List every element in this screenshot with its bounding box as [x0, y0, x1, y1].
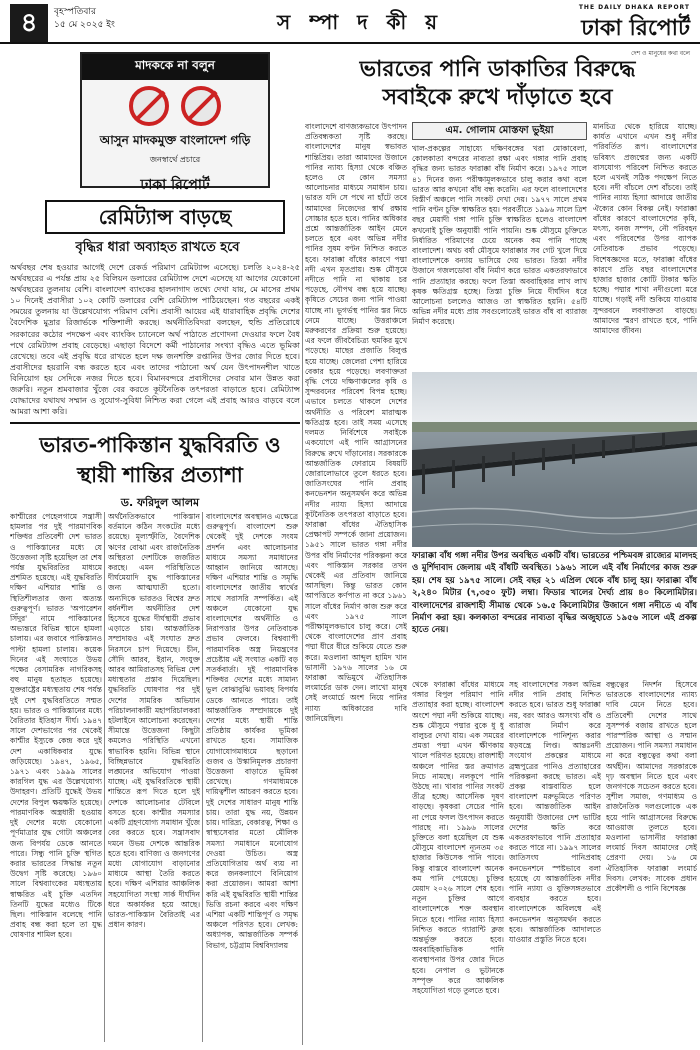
- indo-pak-column-3: বাংলাদেশের অবস্থানও এক্ষেত্রে গুরুত্বপূর্ণ। বাংলাদেশ শুরু থেকেই দুই দেশকে সংযম প্রদর্শন এবং আলোচনার মাধ্যমে সমস্যা সমাধানের আহ্বান জানিয়ে আসছে। দক্ষিণ এশিয়ার শান্তি ও সমৃদ্ধি বাংলাদেশের জাতীয় স্বার্থের সাথে সরাসরি সম্পর্কিত। এই অঞ্চলে যেকোনো যুদ্ধ বাংলাদেশের অর্থনীতি ও নিরাপত্তার উপর নেতিবাচক প্রভাব ফেলবে। বিশ্বব্যাপী পারমাণবিক অস্ত্র নিয়ন্ত্রণের প্রচেষ্টায় এই সংঘাত একটি বড় সতর্কবার্তা। দুই পারমাণবিক শক্তিধর দেশের মধ্যে সামান্য ভুল বোঝাবুঝি ভয়াবহ বিপর্যয় ডেকে আনতে পারে। তাই আন্তর্জাতিক সম্প্রদায়কে দুই দেশের মধ্যে স্থায়ী শান্তি প্রতিষ্ঠায় কার্যকর ভূমিকা রাখতে হবে। সামাজিক যোগাযোগমাধ্যমে ছড়ানো গুজব ও উস্কানিমূলক প্রচারণা উত্তেজনা বাড়াতে ভূমিকা রেখেছে। গণমাধ্যমকে দায়িত্বশীল আচরণ করতে হবে। দুই দেশের সাধারণ মানুষ শান্তি চায়। তারা যুদ্ধ নয়, উন্নয়ন চায়। দারিদ্র্য, বেকারত্ব, শিক্ষা ও স্বাস্থ্যসেবার মতো মৌলিক সমস্যা সমাধানে মনোযোগ দেওয়া উচিত। অস্ত্র প্রতিযোগিতায় অর্থ ব্যয় না করে জনকল্যাণে বিনিয়োগ করা প্রয়োজন। আমরা আশা করি এই যুদ্ধবিরতি স্থায়ী শান্তির ভিত্তি রচনা করবে এবং দক্ষিণ এশিয়া একটি শান্তিপূর্ণ ও সমৃদ্ধ অঞ্চলে পরিণত হবে। লেখক: অধ্যাপক, আন্তর্জাতিক সম্পর্ক বিভাগ, চট্টগ্রাম বিশ্ববিদ্যালয়: [206, 512, 298, 950]
- indo-pak-headline: [20, 430, 300, 490]
- indo-pak-byline: ড. ফরিদুল আলম: [120, 496, 200, 509]
- column-divider: [302, 195, 303, 1045]
- remittance-body: অর্থবছর শেষ হওয়ার আগেই দেশে রেকর্ড পরিমাণ রেমিট্যান্স এসেছে। চলতি ২০২৪-২৫ অর্থবছরের এ পর্যন্ত প্রায় ২৫ বিলিয়ন ডলারের রেমিট্যান্স দেশে এসেছে যা আগের যেকোনো অর্থবছরের তুলনায় বেশি। বাংলাদেশ ব্যাংকের হালনাগাদ তথ্যে দেখা যায়, মে মাসের প্রথম ১০ দিনেই প্রবাসীরা ১০২ কোটি ডলারের বেশি রেমিট্যান্স পাঠিয়েছেন। গত বছরের একই সময়ের তুলনায় যা উল্লেখযোগ্য পরিমাণ বেশি। প্রবাসী আয়ের এই ধারাবাহিক প্রবৃদ্ধি দেশের বৈদেশিক মুদ্রার রিজার্ভকে শক্তিশালী করছে। অর্থনীতিবিদরা বলছেন, হুন্ডি প্রতিরোধে সরকারের কঠোর পদক্ষেপ এবং ব্যাংকিং চ্যানেলে অর্থ পাঠাতে প্রণোদনা দেওয়ার ফলে বৈধ পথে রেমিট্যান্স প্রবাহ বেড়েছে। এছাড়া বিদেশে কর্মী পাঠানোর সংখ্যা বৃদ্ধিও এতে ভূমিকা রেখেছে। তবে এই প্রবৃদ্ধি ধরে রাখতে হলে দক্ষ জনশক্তি রপ্তানির উপর জোর দিতে হবে। প্রবাসীদের হয়রানি বন্ধ করতে হবে এবং তাদের পাঠানো অর্থ যেন উৎপাদনশীল খাতে বিনিয়োগ হয় সেদিকে নজর দিতে হবে। বিমানবন্দরে প্রবাসীদের সেবার মান উন্নত করা জরুরি। নতুন শ্রমবাজার খুঁজে বের করতে কূটনৈতিক তৎপরতা বাড়াতে হবে। রেমিট্যান্স যোদ্ধাদের যথাযথ সম্মান ও সুযোগ-সুবিধা নিশ্চিত করা গেলে এই প্রবাহ আরও বাড়বে বলে আমরা আশা করি।: [10, 262, 300, 424]
- column-divider: [104, 512, 105, 1042]
- masthead-tagline-top: THE DAILY DHAKA REPORT: [578, 4, 690, 11]
- remittance-headline: রেমিট্যান্স বাড়ছে: [45, 200, 285, 234]
- advert-slogan: আসুন মাদকমুক্ত বাংলাদেশ গড়ি: [99, 133, 251, 147]
- masthead-tagline: দেশ ও মানুষের কথা বলে: [631, 50, 690, 57]
- advert-heading: মাদককে না বলুন: [82, 54, 268, 80]
- main-article-byline: এম. গোলাম মোস্তফা ভুইয়া: [412, 122, 587, 140]
- advert-subtext: জনস্বার্থে প্রচারে: [149, 155, 201, 164]
- farakka-barrage-image: [412, 372, 697, 547]
- main-article-column-1: বাংলাদেশে বাণজ্যকভাবে উৎপাদন প্রতিবন্ধকতা সৃষ্টি করছে। বাংলাদেশের মানুষ স্বভাবত শান্তিপ্রিয়। তারা আমাদের উজানে পানির ন্যায্য হিস্যা থেকে বঞ্চিত হলেও যে কোন সমস্যা আলোচনার মাধ্যমে সমাধান চায়। ভারত যদি সে পথে না হাঁটে তবে আমাদের নিজেদের স্বার্থ রক্ষায় সোচ্চার হতে হবে। পানির অধিকার প্রশ্নে আন্তর্জাতিক আইন মেনে চলতে হবে এবং অভিন্ন নদীর পানির সুষম বণ্টন নিশ্চিত করতে হবে। ফারাক্কা বাঁধের কারণে পদ্মা নদী এখন মৃতপ্রায়। শুষ্ক মৌসুমে নদীতে পানি না থাকায় চর পড়েছে, নৌপথ বন্ধ হয়ে যাচ্ছে। কৃষিতে সেচের জন্য পানি পাওয়া যাচ্ছে না। ভূগর্ভস্থ পানির স্তর নিচে নেমে যাচ্ছে। উত্তরাঞ্চলে মরুকরণের প্রক্রিয়া শুরু হয়েছে। এর ফলে জীববৈচিত্র্য হুমকির মুখে পড়েছে। মাছের প্রজাতি বিলুপ্ত হয়ে যাচ্ছে। জেলেরা পেশা হারিয়ে বেকার হয়ে পড়েছে। লবণাক্ততা বৃদ্ধি পেয়ে দক্ষিণাঞ্চলের কৃষি ও সুন্দরবনের পরিবেশ বিপন্ন হচ্ছে। এভাবে চলতে থাকলে দেশের অর্থনীতি ও পরিবেশ মারাত্মক ক্ষতিগ্রস্ত হবে। তাই সময় এসেছে দলমত নির্বিশেষে সবাইকে একযোগে এই পানি আগ্রাসনের বিরুদ্ধে রুখে দাঁড়ানোর। সরকারকে আন্তর্জাতিক ফোরামে বিষয়টি জোরালোভাবে তুলে ধরতে হবে। জাতিসংঘের পানি প্রবাহ কনভেনশন অনুসমর্থন করে অভিন্ন নদীর ন্যায্য হিস্যা আদায়ে কূটনৈতিক তৎপরতা বাড়াতে হবে। ফারাক্কা বাঁধের ঐতিহাসিক প্রেক্ষাপট সম্পর্কে জানা প্রয়োজন। ১৯৫১ সালে ভারত গঙ্গা নদীর উপর বাঁধ নির্মাণের পরিকল্পনা করে এবং পাকিস্তান সরকার তখন থেকেই এর প্রতিবাদ জানিয়ে আসছিল। কিন্তু ভারত কোন আপত্তিতে কর্ণপাত না করে ১৯৬১ সালে বাঁধের নির্মাণ কাজ শুরু করে এবং ১৯৭৫ সালে পরীক্ষামূলকভাবে চালু করে। সেই থেকে বাংলাদেশের প্রাণ প্রবাহ পদ্মা ধীরে ধীরে শুকিয়ে যেতে শুরু করে। মওলানা আব্দুল হামিদ খান ভাসানী ১৯৭৬ সালের ১৬ মে ফারাক্কা অভিমুখে ঐতিহাসিক লংমার্চের ডাক দেন। লাখো মানুষ সেই লংমার্চে অংশ নিয়ে পানির ন্যায্য অধিকারের দাবি জানিয়েছিল।: [305, 122, 407, 723]
- farakka-barrage-photo: [412, 372, 697, 547]
- indo-pak-column-2: অর্থনৈতিকভাবে পাকিস্তান বর্তমানে কঠিন সংকটের মধ্যে রয়েছে। মূল্যস্ফীতি, বৈদেশিক ঋণের বোঝা এবং রাজনৈতিক অস্থিরতা দেশটিকে জর্জরিত করছে। এমন পরিস্থিতিতে দীর্ঘমেয়াদি যুদ্ধ পাকিস্তানের জন্য আত্মঘাতী হতো। অন্যদিকে ভারতও বিশ্বের দ্রুত বর্ধনশীল অর্থনীতির দেশ হিসেবে যুদ্ধের দীর্ঘস্থায়ী প্রভাব এড়াতে চায়। আন্তর্জাতিক সম্প্রদায়ও এই সংঘাত দ্রুত নিরসনে চাপ দিয়েছে। চীন, সৌদি আরব, ইরান, সংযুক্ত আরব আমিরাতসহ বিভিন্ন দেশ মধ্যস্থতার প্রস্তাব দিয়েছিল। যুদ্ধবিরতি ঘোষণার পর দুই দেশের সামরিক অভিযান পরিচালনাকারী মহাপরিচালকরা হটলাইনে আলোচনা করেছেন। সীমান্তে উত্তেজনা কিছুটা কমলেও পরিস্থিতি এখনো স্বাভাবিক হয়নি। বিভিন্ন স্থানে বিচ্ছিন্নভাবে যুদ্ধবিরতি লঙ্ঘনের অভিযোগ পাওয়া যাচ্ছে। এই যুদ্ধবিরতিকে স্থায়ী শান্তিতে রূপ দিতে হলে দুই দেশকে আলোচনার টেবিলে বসতে হবে। কাশ্মীর সমস্যার একটি গ্রহণযোগ্য সমাধান খুঁজে বের করতে হবে। সন্ত্রাসবাদ দমনে উভয় দেশকে আন্তরিক হতে হবে। বাণিজ্য ও জনগণের মধ্যে যোগাযোগ বাড়ানোর মাধ্যমে আস্থা তৈরি করতে হবে। দক্ষিণ এশিয়ার আঞ্চলিক সহযোগিতা সংস্থা সার্ক দীর্ঘদিন ধরে অকার্যকর হয়ে আছে। ভারত-পাকিস্তান বৈরিতাই এর প্রধান কারণ।: [108, 512, 200, 930]
- issue-date: [54, 6, 115, 32]
- main-article-column-2: খাল-প্রকল্পের সাহায্যে দক্ষিণবঙ্গের খরা মোকাবেলা, কোলকাতা বন্দরের নাব্যতা রক্ষা এবং গঙ্গার পানি প্রবাহ বৃদ্ধির জন্য ভারত ফারাক্কা বাঁধ নির্মাণ করে। ১৯৭৫ সালে ৪১ দিনের জন্য পরীক্ষামূলকভাবে চালু করার কথা বলে ভারত আর কখনো বাঁধ বন্ধ করেনি। এর ফলে বাংলাদেশের বিস্তীর্ণ অঞ্চলে পানি সংকট দেখা দেয়। ১৯৭৭ সালে প্রথম পানি বণ্টন চুক্তি স্বাক্ষরিত হয়। পরবর্তীতে ১৯৯৬ সালে ত্রিশ বছর মেয়াদী গঙ্গা পানি চুক্তি স্বাক্ষরিত হলেও বাংলাদেশ কখনোই চুক্তি অনুযায়ী পানি পায়নি। শুষ্ক মৌসুমে চুক্তিতে নির্ধারিত পরিমাণের চেয়ে অনেক কম পানি পাচ্ছে বাংলাদেশ। অথচ বর্ষা মৌসুমে ফারাক্কার সব গেট খুলে দিয়ে বাংলাদেশকে বন্যায় ভাসিয়ে দেয় ভারত। তিস্তা নদীর উজানে গজলডোবা বাঁধ নির্মাণ করে ভারত একতরফাভাবে পানি প্রত্যাহার করছে। ফলে তিস্তা অববাহিকার লাখ লাখ কৃষক ক্ষতিগ্রস্ত হচ্ছে। তিস্তা চুক্তি নিয়ে দীর্ঘদিন ধরে আলোচনা চললেও আজও তা স্বাক্ষরিত হয়নি। ৫৪টি অভিন্ন নদীর মধ্যে প্রায় সবগুলোতেই ভারত বাঁধ বা ব্যারাজ নির্মাণ করেছে।: [412, 144, 587, 327]
- page-number: ৪: [10, 4, 48, 42]
- issue-date-text: ১৫ মে ২০২৫ ইং: [54, 20, 115, 30]
- page-header: [0, 0, 700, 57]
- remittance-subheadline: বৃদ্ধির ধারা অব্যাহত রাখতে হবে: [75, 240, 240, 255]
- section-title: স ম্পা দ কী য়: [276, 10, 444, 34]
- main-article-column-3: মানচিত্র থেকে হারিয়ে যাচ্ছে। কার্যত এখানে এখন শুধু নদীর পরিবর্তিত রূপ। বাংলাদেশের ভবিষ্যৎ প্রজন্মের জন্য একটি বাসযোগ্য পরিবেশ নিশ্চিত করতে হলে এখনই সঠিক পদক্ষেপ নিতে হবে। নদী বাঁচলে দেশ বাঁচবে। তাই পানির ন্যায্য হিস্যা আদায়ে জাতীয় ঐক্যের কোন বিকল্প নেই। ফারাক্কা বাঁধের কারণে বাংলাদেশের কৃষি, মৎস্য, বনজ সম্পদ, নৌ পরিবহন এবং পরিবেশের উপর ব্যাপক নেতিবাচক প্রভাব পড়েছে। বিশেষজ্ঞদের মতে, ফারাক্কা বাঁধের কারণে প্রতি বছর বাংলাদেশের হাজার হাজার কোটি টাকার ক্ষতি হচ্ছে। পদ্মার শাখা নদীগুলো মরে যাচ্ছে। গড়াই নদী শুকিয়ে যাওয়ায় সুন্দরবনে লবণাক্ততা বাড়ছে। আমাদের স্মরণ রাখতে হবে, পানি আমাদের জীবন।: [593, 122, 697, 336]
- anti-drug-advert: [80, 52, 270, 193]
- masthead-name: ঢাকা রিপোর্ট: [581, 16, 690, 41]
- no-drugs-icon: [181, 86, 221, 126]
- headline-line-1: ভারতের পানি ডাকাতির বিরুদ্ধে: [359, 57, 636, 82]
- issue-day: বৃহস্পতিবার: [54, 7, 96, 17]
- column-divider: [202, 512, 203, 1042]
- main-article-headline: [300, 56, 695, 116]
- photo-caption: ফারাক্কা বাঁধ গঙ্গা নদীর উপর অবস্থিত একটি বাঁধ। ভারতের পশ্চিমবঙ্গ রাজ্যের মালদহ ও মুর্শিদাবাদ জেলায় এই বাঁধটি অবস্থিত। ১৯৬১ সালে এই বাঁধ নির্মাণের কাজ শুরু হয়। শেষ হয় ১৯৭৫ সালে। সেই বছর ২১ এপ্রিল থেকে বাঁধ চালু হয়। ফারাক্কা বাঁধ ২,২৪০ মিটার (৭,৩৫০ ফুট) লম্বা। ফিডার খালের দৈর্ঘ্য প্রায় ৪০ কিলোমিটার। বাংলাদেশের রাজশাহী সীমান্ত থেকে ১৬.৫ কিলোমিটার উজানে গঙ্গা নদীতে এ বাঁধ নির্মাণ করা হয়। কলকাতা বন্দরের নাব্যতা বৃদ্ধির অজুহাতে ১৯৫৬ সালে এই প্রকল্প হাতে নেয়।: [412, 551, 697, 636]
- indo-pak-headline-line-2: স্থায়ী শান্তির প্রত্যাশা: [77, 463, 243, 487]
- advert-logo: ঢাকা রিপোর্ট: [140, 177, 210, 193]
- indo-pak-column-1: কাশ্মীরের পেহেলগামে সন্ত্রাসী হামলার পর দুই পারমাণবিক শক্তিধর প্রতিবেশী দেশ ভারত ও পাকিস্তানের মধ্যে যে উত্তেজনা সৃষ্টি হয়েছিল তা শেষ পর্যন্ত যুদ্ধবিরতির মাধ্যমে প্রশমিত হয়েছে। এই যুদ্ধবিরতি দক্ষিণ এশিয়ার শান্তি ও স্থিতিশীলতার জন্য অত্যন্ত গুরুত্বপূর্ণ। ভারত 'অপারেশন সিঁদুর' নামে পাকিস্তানের অভ্যন্তরে বিভিন্ন স্থানে হামলা চালায়। এর জবাবে পাকিস্তানও পাল্টা হামলা চালায়। কয়েক দিনের এই সংঘাতে উভয় পক্ষের বেসামরিক নাগরিকসহ বহু মানুষ হতাহত হয়েছে। যুক্তরাষ্ট্রের মধ্যস্থতায় শেষ পর্যন্ত দুই দেশ যুদ্ধবিরতিতে সম্মত হয়। ভারত ও পাকিস্তানের মধ্যে বৈরিতার ইতিহাস দীর্ঘ। ১৯৪৭ সালে দেশভাগের পর থেকেই কাশ্মীর ইস্যুকে কেন্দ্র করে দুই দেশ একাধিকবার যুদ্ধে জড়িয়েছে। ১৯৪৭, ১৯৬৫, ১৯৭১ এবং ১৯৯৯ সালের কারগিল যুদ্ধ এর উল্লেখযোগ্য উদাহরণ। প্রতিটি যুদ্ধেই উভয় দেশের বিপুল ক্ষয়ক্ষতি হয়েছে। পারমাণবিক অস্ত্রধারী হওয়ায় দুই দেশের মধ্যে যেকোনো পূর্ণমাত্রার যুদ্ধ গোটা অঞ্চলের জন্য বিপর্যয় ডেকে আনতে পারে। সিন্ধু পানি চুক্তি স্থগিত করার ভারতের সিদ্ধান্ত নতুন উদ্বেগ সৃষ্টি করেছে। ১৯৬০ সালে বিশ্বব্যাংকের মধ্যস্থতায় স্বাক্ষরিত এই চুক্তি এতদিন তিনটি যুদ্ধের মধ্যেও টিকে ছিল। পাকিস্তান বলেছে পানি প্রবাহ বন্ধ করা হলে তা যুদ্ধ ঘোষণার শামিল হবে।: [10, 512, 102, 940]
- no-smoking-icon: [129, 86, 169, 126]
- main-article-column-4: থেকে ফারাক্কা বাঁধের মাধ্যমে গঙ্গার বিপুল পরিমাণ পানি প্রত্যাহার করা হচ্ছে। বাংলাদেশ অংশে পদ্মা নদী শুকিয়ে যাচ্ছে। শুষ্ক মৌসুমে পদ্মার বুকে ধু ধু বালুচর দেখা যায়। এক সময়ের প্রমত্তা পদ্মা এখন ক্ষীণকায় খালে পরিণত হয়েছে। রাজশাহী অঞ্চলে পানির স্তর ক্রমাগত নিচে নামছে। নলকূপে পানি উঠছে না। খাবার পানির সংকট তীব্র হচ্ছে। আর্সেনিক দূষণ বাড়ছে। কৃষকরা সেচের পানি না পেয়ে ফসল উৎপাদন করতে পারছে না। ১৯৯৬ সালের চুক্তিতে বলা হয়েছিল যে শুষ্ক মৌসুমে বাংলাদেশ ন্যূনতম ৩৫ হাজার কিউসেক পানি পাবে। কিন্তু বাস্তবে বাংলাদেশ অনেক কম পানি পেয়েছে। চুক্তির মেয়াদ ২০২৬ সালে শেষ হবে। নতুন চুক্তির আগে বাংলাদেশকে শক্ত অবস্থান নিতে হবে। পানির ন্যায্য হিস্যা নিশ্চিত করতে গ্যারান্টি ক্লজ অন্তর্ভুক্ত করতে হবে। অববাহিকাভিত্তিক পানি ব্যবস্থাপনার উপর জোর দিতে হবে। নেপাল ও ভুটানকে সম্পৃক্ত করে আঞ্চলিক সহযোগিতা গড়ে তুলতে হবে।: [412, 680, 504, 996]
- masthead-logo: [579, 4, 690, 59]
- headline-line-2: সবাইকে রুখে দাঁড়াতে হবে: [382, 85, 613, 110]
- main-article-column-6: বন্ধুত্বের নিদর্শন হিসেবে ভারতকে বাংলাদেশের ন্যায্য দাবি মেনে নিতে হবে। প্রতিবেশী দেশের সাথে সুসম্পর্ক বজায় রাখতে হলে পারস্পরিক আস্থা ও সম্মান প্রয়োজন। পানি সমস্যা সমাধান না করে বন্ধুত্বের কথা বলা অর্থহীন। আমাদের সরকারকে দৃঢ় অবস্থান নিতে হবে এবং জনগণকে সচেতন করতে হবে। সুশীল সমাজ, গণমাধ্যম ও রাজনৈতিক দলগুলোকে এক হয়ে পানি আগ্রাসনের বিরুদ্ধে আওয়াজ তুলতে হবে। মওলানা ভাসানীর ফারাক্কা লংমার্চ দিবস আমাদের সেই প্রেরণা দেয়। ১৬ মে ঐতিহাসিক ফারাক্কা লংমার্চ দিবস। লেখক: সাবেক প্রধান প্রকৌশলী ও পানি বিশেষজ্ঞ: [606, 680, 697, 894]
- main-article-column-5: সহ বাংলাদেশের সকল অভিন্ন নদীর পানি প্রবাহ নিশ্চিত করতে হবে। ভারত শুধু ফারাক্কা নয়, বরং আরও অসংখ্য বাঁধ ও ব্যারাজ নির্মাণ করে বাংলাদেশকে পানিশূন্য করার ষড়যন্ত্রে লিপ্ত। আন্তঃনদী সংযোগ প্রকল্পের মাধ্যমে ব্রহ্মপুত্রের পানিও প্রত্যাহারের পরিকল্পনা করছে ভারত। এই প্রকল্প বাস্তবায়িত হলে বাংলাদেশ মরুভূমিতে পরিণত হবে। আন্তর্জাতিক আইন অনুযায়ী উজানের দেশ ভাটির দেশের ক্ষতি করে একতরফাভাবে পানি প্রত্যাহার করতে পারে না। ১৯৯৭ সালের জাতিসংঘ পানিপ্রবাহ কনভেনশনে স্পষ্টভাবে বলা হয়েছে যে আন্তর্জাতিক নদীর পানি ন্যায্য ও যুক্তিসঙ্গতভাবে ব্যবহার করতে হবে। বাংলাদেশকে অবিলম্বে এই কনভেনশন অনুসমর্থন করতে হবে। আন্তর্জাতিক আদালতে যাওয়ার প্রস্তুতি নিতে হবে।: [509, 680, 601, 945]
- indo-pak-headline-line-1: ভারত-পাকিস্তান যুদ্ধবিরতি ও: [39, 433, 281, 457]
- advert-icons: [82, 86, 268, 126]
